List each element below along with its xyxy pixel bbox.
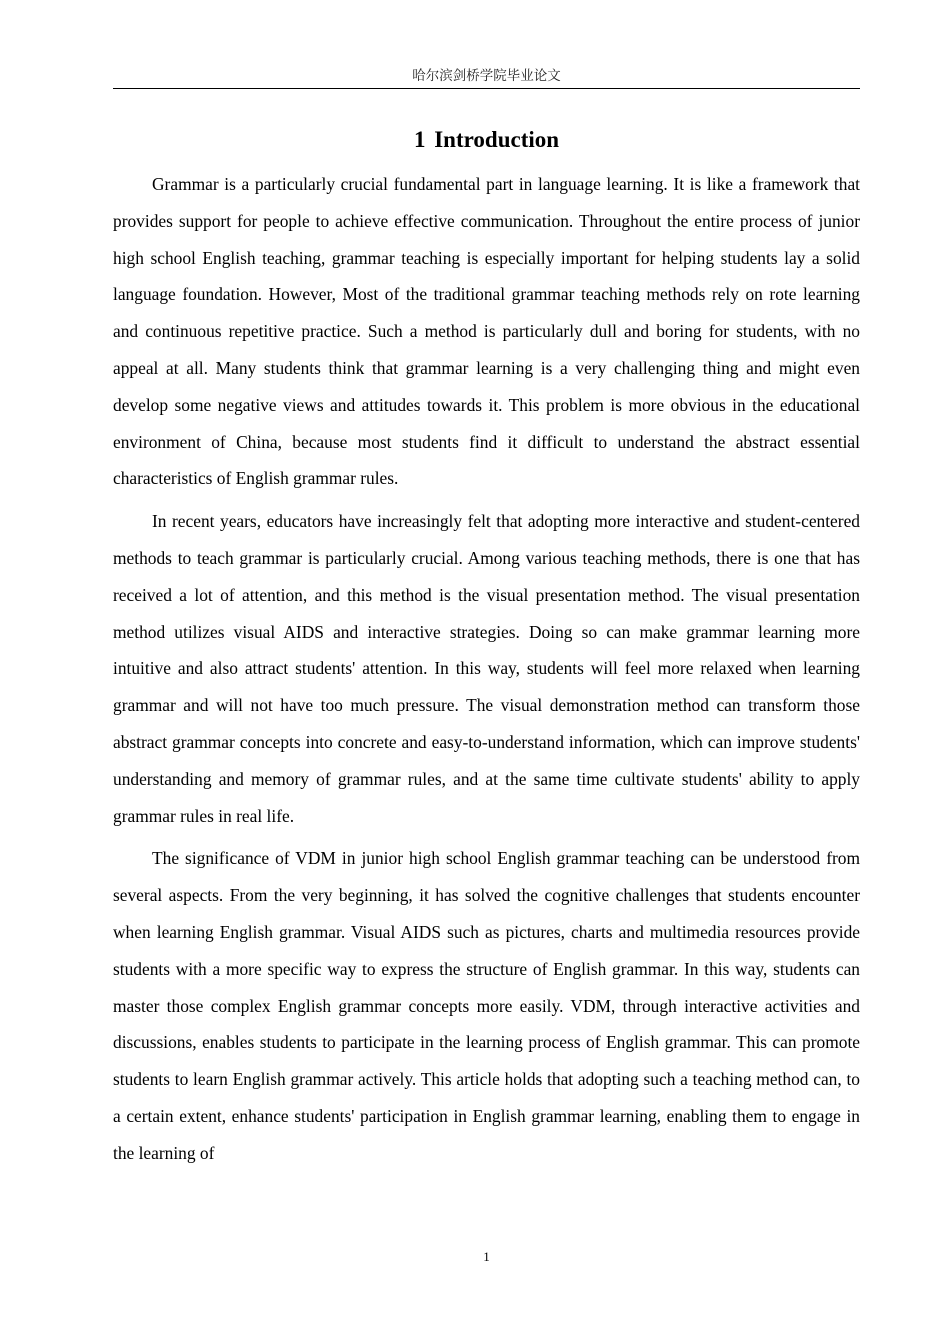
body-paragraph-3: The significance of VDM in junior high school English grammar teaching can be understood from several aspects. From the very beginning, it has solved the cognitive challenges that students encounter when learning English grammar. Visual AIDS such as pictures, charts and multimedia resources provide students with a more specific way to express the structure of English grammar. In this way, students can master those complex English grammar concepts more easily. VDM, through interactive activities and discussions, enables students to participate in the learning process of English grammar. This can promote students to learn English grammar actively. This article holds that adopting such a teaching method can, to a certain extent, enhance students' participation in English grammar learning, enabling them to engage in the learning of [113,848,860,1163]
section-title: 1 Introduction [413,127,560,152]
header-rule [113,88,860,89]
body-paragraph-1: Grammar is a particularly crucial fundamental part in language learning. It is like a framework that provides support for people to achieve effective communication. Throughout the entire process of junior high school English teaching, grammar teaching is especially important for helping students lay a solid language foundation. However, Most of the traditional grammar teaching methods rely on rote learning and continuous repetitive practice. Such a method is particularly dull and boring for students, with no appeal at all. Many students think that grammar learning is a very challenging thing and might even develop some negative views and attitudes towards it. This problem is more obvious in the educational environment of China, because most students find it difficult to understand the abstract essential characteristics of English grammar rules. [113,174,860,489]
page-body [113,124,860,1178]
running-header: 哈尔滨剑桥学院毕业论文 [412,68,561,84]
page-number: 1 [483,1249,490,1264]
body-paragraph-2: In recent years, educators have increasingly felt that adopting more interactive and student-centered methods to teach grammar is particularly crucial. Among various teaching methods, there is one that has received a lot of attention, and this method is the visual presentation method. The visual presentation method utilizes visual AIDS and interactive strategies. Doing so can make grammar learning more intuitive and also attract students' attention. In this way, students will feel more relaxed when learning grammar and will not have too much pressure. The visual demonstration method can transform those abstract grammar concepts into concrete and easy-to-understand information, which can improve students' understanding and memory of grammar rules, and at the same time cultivate students' ability to apply grammar rules in real life. [113,511,860,826]
